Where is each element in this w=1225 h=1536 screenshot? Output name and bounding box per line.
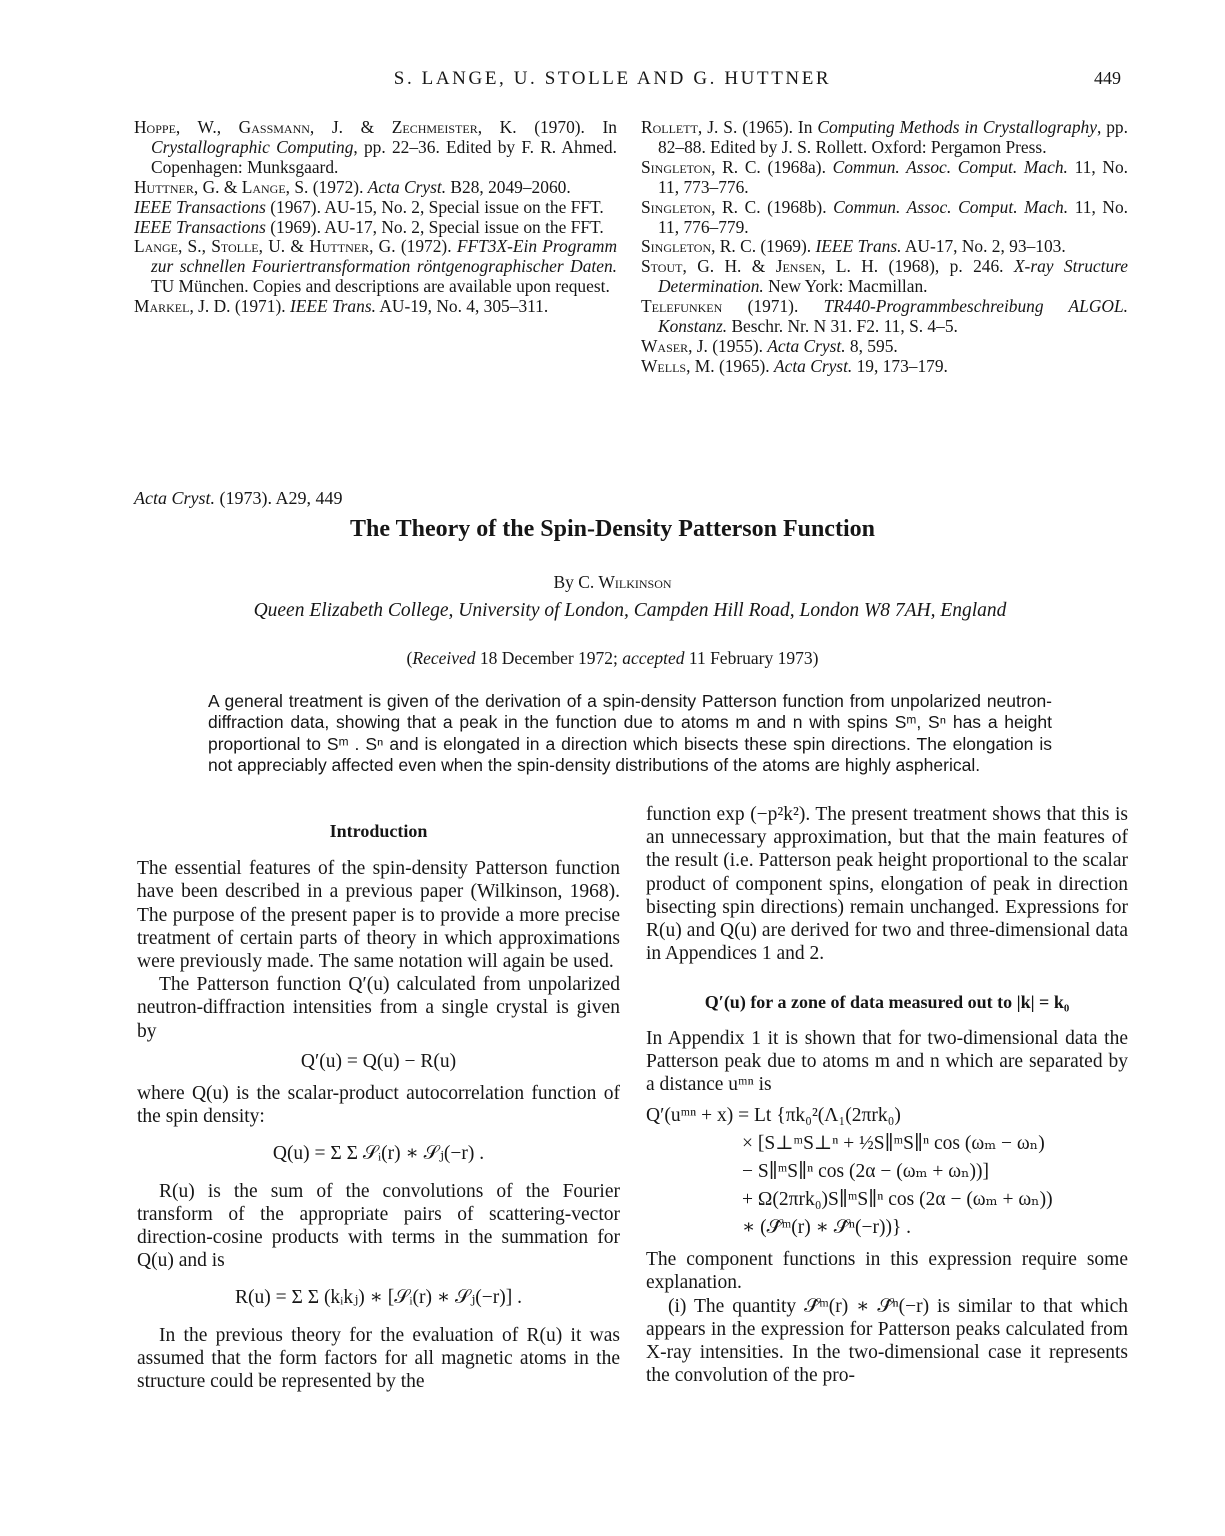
reference-details: 19, 173–179.	[852, 355, 948, 376]
reference-title: IEEE Transactions	[134, 216, 266, 237]
reference-title: Commun. Assoc. Comput. Mach.	[833, 196, 1069, 217]
equation-line: − S∥ᵐS∥ⁿ cos (2α − (ωₘ + ωₙ))]	[742, 1161, 989, 1183]
reference-title: FFT3X-Ein Programm zur schnellen Fouriertransformation röntgenographischer Daten.	[151, 236, 617, 277]
reference-details: , pp. 82–88. Edited by J. S. Rollett. Oxford: Pergamon Press.	[658, 117, 1128, 157]
reference-details: Beschr. Nr. N 31. F2. 11, S. 4–5.	[727, 316, 958, 337]
right-reference	[641, 357, 1128, 377]
journal-name: Acta Cryst.	[134, 488, 215, 508]
references-left	[134, 118, 617, 317]
reference-title: TR440-Programmbeschreibung ALGOL. Konstanz.	[658, 296, 1128, 337]
left-reference	[134, 198, 617, 218]
right-reference	[641, 118, 1128, 158]
reference-details: (1969). AU-17, No. 2, Special issue on the FFT.	[265, 216, 604, 237]
accepted-label: accepted	[622, 648, 685, 668]
reference-authors: Wells, M.	[641, 355, 719, 376]
reference-authors: Rollett, J. S.	[641, 117, 743, 137]
equation-line: × [S⊥ᵐS⊥ⁿ + ½S∥ᵐS∥ⁿ cos (ωₘ − ωₙ)	[742, 1133, 1045, 1155]
intro-paragraph-5: In the previous theory for the evaluation of R(u) it was assumed that the form factors for all magnetic atoms in the structure could be represented by the	[137, 1324, 620, 1393]
received-date: 18 December 1972;	[479, 648, 618, 668]
reference-details: (1967). AU-15, No. 2, Special issue on the FFT.	[265, 196, 604, 217]
equation-r: R(u) = Σ Σ (kᵢkⱼ) ∗ [𝒮ᵢ(r) ∗ 𝒮ⱼ(−r)] .	[235, 1287, 522, 1309]
reference-authors: Singleton, R. C.	[641, 196, 768, 217]
right-paragraph-2: In Appendix 1 it is shown that for two-dimensional data the Patterson peak due to atoms m and n which are separated by a distance uᵐⁿ is	[646, 1027, 1128, 1096]
equation-q: Q(u) = Σ Σ 𝒮ᵢ(r) ∗ 𝒮ⱼ(−r) .	[272, 1143, 485, 1165]
reference-year: (1971).	[747, 296, 824, 317]
page-number: 449	[1094, 68, 1121, 88]
reference-title: Commun. Assoc. Comput. Mach.	[832, 156, 1068, 177]
reference-title: IEEE Trans.	[815, 236, 902, 257]
reference-authors: Stout, G. H. & Jensen, L. H.	[641, 256, 889, 277]
accepted-date: 11 February 1973	[688, 648, 813, 668]
reference-title: Acta Cryst.	[774, 355, 853, 376]
journal-volume: (1973). A29, 449	[215, 488, 343, 508]
reference-details: 8, 595.	[845, 335, 898, 356]
reference-title: Crystallographic Computing	[151, 136, 354, 157]
left-reference	[134, 178, 617, 198]
reference-title: X-ray Structure Determination.	[658, 256, 1128, 297]
right-reference	[641, 337, 1128, 357]
intro-paragraph-3: where Q(u) is the scalar-product autocorrelation function of the spin density:	[137, 1083, 620, 1128]
reference-details: 11, No. 11, 776–779.	[658, 196, 1129, 237]
equation-line: ∗ (𝒮̂ᵐ(r) ∗ 𝒮̂ⁿ(−r))} .	[742, 1217, 912, 1239]
author-name: C. Wilkinson	[578, 572, 672, 592]
reference-year: (1968), p. 246.	[888, 256, 1014, 277]
left-column	[137, 821, 620, 1393]
equation-block	[646, 1102, 1128, 1242]
reference-year: (1970). In	[534, 117, 617, 137]
reference-authors: Waser, J.	[641, 335, 713, 356]
reference-authors: Hoppe, W., Gassmann, J. & Zechmeister, K.	[134, 117, 535, 137]
right-paragraph-4: (i) The quantity 𝒮̂ᵐ(r) ∗ 𝒮̂ⁿ(−r) is similar to that which appears in the expression for Patterson peaks calculated from X-ray intensities. In the two-dimensional case it represents the convolution of the pro-	[646, 1295, 1128, 1387]
reference-year: (1969).	[760, 236, 816, 257]
reference-details: 11, No. 11, 773–776.	[658, 156, 1129, 197]
article-title: The Theory of the Spin-Density Patterson Function	[350, 516, 875, 542]
reference-year: (1965).	[718, 355, 774, 376]
received-dates: (Received 18 December 1972; accepted 11 February 1973)	[406, 648, 819, 668]
reference-year: (1968b).	[767, 196, 834, 217]
by-label: By	[553, 572, 574, 592]
running-head: S. LANGE, U. STOLLE AND G. HUTTNER	[393, 68, 832, 89]
right-reference	[641, 198, 1128, 238]
journal-reference	[134, 488, 343, 509]
left-reference	[134, 297, 617, 317]
left-reference	[134, 118, 617, 178]
right-paragraph-3: The component functions in this expression require some explanation.	[646, 1249, 1128, 1294]
reference-year: (1972).	[400, 236, 457, 257]
reference-details: , pp. 22–36. Edited by F. R. Ahmed. Copenhagen: Munksgaard.	[151, 136, 617, 177]
reference-title: IEEE Transactions	[134, 196, 266, 217]
reference-authors: Telefunken	[641, 296, 748, 317]
intro-paragraph-4: R(u) is the sum of the convolutions of the Fourier transform of the appropriate pairs of scattering-vector direction-cosine products with terms in the summation for Q(u) and is	[137, 1180, 620, 1272]
left-reference	[134, 218, 617, 238]
intro-paragraph-2: The Patterson function Q′(u) calculated from unpolarized neutron-diffraction intensities from a single crystal is given by	[137, 974, 620, 1042]
right-reference	[641, 158, 1128, 198]
reference-title: IEEE Trans.	[289, 296, 376, 317]
received-label: Received	[412, 648, 476, 668]
reference-year: (1971).	[234, 296, 290, 317]
reference-details: TU München. Copies and descriptions are available upon request.	[151, 276, 610, 297]
reference-year: (1965). In	[742, 117, 818, 137]
right-reference	[641, 237, 1128, 257]
affiliation: Queen Elizabeth College, University of London, Campden Hill Road, London W8 7AH, England	[253, 600, 1007, 621]
abstract: A general treatment is given of the derivation of a spin-density Patterson function from unpolarized neutron-diffraction data, showing that a peak in the function due to atoms m and n with spins Sᵐ, Sⁿ has a height proportional to Sᵐ . Sⁿ and is elongated in a direction which bisects these spin directions. The elongation is not appreciably affected even when the spin-density distributions of the atoms are highly aspherical.	[208, 691, 1052, 775]
reference-title: Acta Cryst.	[767, 335, 846, 356]
reference-authors: Markel, J. D.	[134, 296, 235, 317]
reference-title: Acta Cryst.	[367, 176, 447, 197]
reference-authors: Huttner, G. & Lange, S.	[134, 176, 313, 197]
reference-year: (1972).	[312, 176, 368, 197]
right-column	[646, 803, 1128, 1387]
right-reference	[641, 297, 1128, 337]
reference-title: Computing Methods in Crystallography	[817, 117, 1097, 137]
intro-paragraph-1: The essential features of the spin-density Patterson function have been described in a previous paper (Wilkinson, 1968). The purpose of the present paper is to provide a more precise treatment of certain parts of theory in which approximations were previously made. The same notation will again be used.	[137, 858, 620, 973]
section-heading-introduction: Introduction	[329, 821, 428, 841]
reference-details: AU-19, No. 4, 305–311.	[375, 296, 549, 317]
equation-line: + Ω(2πrk₀)S∥ᵐS∥ⁿ cos (2α − (ωₘ + ωₙ))	[742, 1189, 1053, 1211]
left-reference	[134, 237, 617, 297]
references-right	[641, 118, 1128, 377]
reference-year: (1968a).	[767, 156, 833, 177]
reference-authors: Singleton, R. C.	[641, 236, 761, 257]
reference-details: B28, 2049–2060.	[446, 176, 571, 197]
reference-details: New York: Macmillan.	[763, 276, 928, 297]
reference-details: AU-17, No. 2, 93–103.	[901, 236, 1066, 257]
right-reference	[641, 257, 1128, 297]
right-paragraph-1: function exp (−p²k²). The present treatment shows that this is an unnecessary approximation, but that the main features of the result (i.e. Patterson peak height proportional to the scalar product of component spins, elongation of peak in direction bisecting spin directions) remain unchanged. Expressions for R(u) and Q(u) are derived for two and three-dimensional data in Appendices 1 and 2.	[646, 804, 1128, 965]
reference-year: (1955).	[712, 335, 768, 356]
reference-authors: Singleton, R. C.	[641, 156, 768, 177]
section-heading-zone: Q′(u) for a zone of data measured out to |k| = k₀	[704, 992, 1070, 1013]
author-line	[0, 572, 1225, 593]
equation-patterson: Q′(u) = Q(u) − R(u)	[300, 1050, 457, 1072]
equation-line: Q′(uᵐⁿ + x) = Lt {πk₀²(Λ₁(2πrk₀)	[646, 1105, 901, 1127]
reference-authors: Lange, S., Stolle, U. & Huttner, G.	[134, 236, 401, 257]
